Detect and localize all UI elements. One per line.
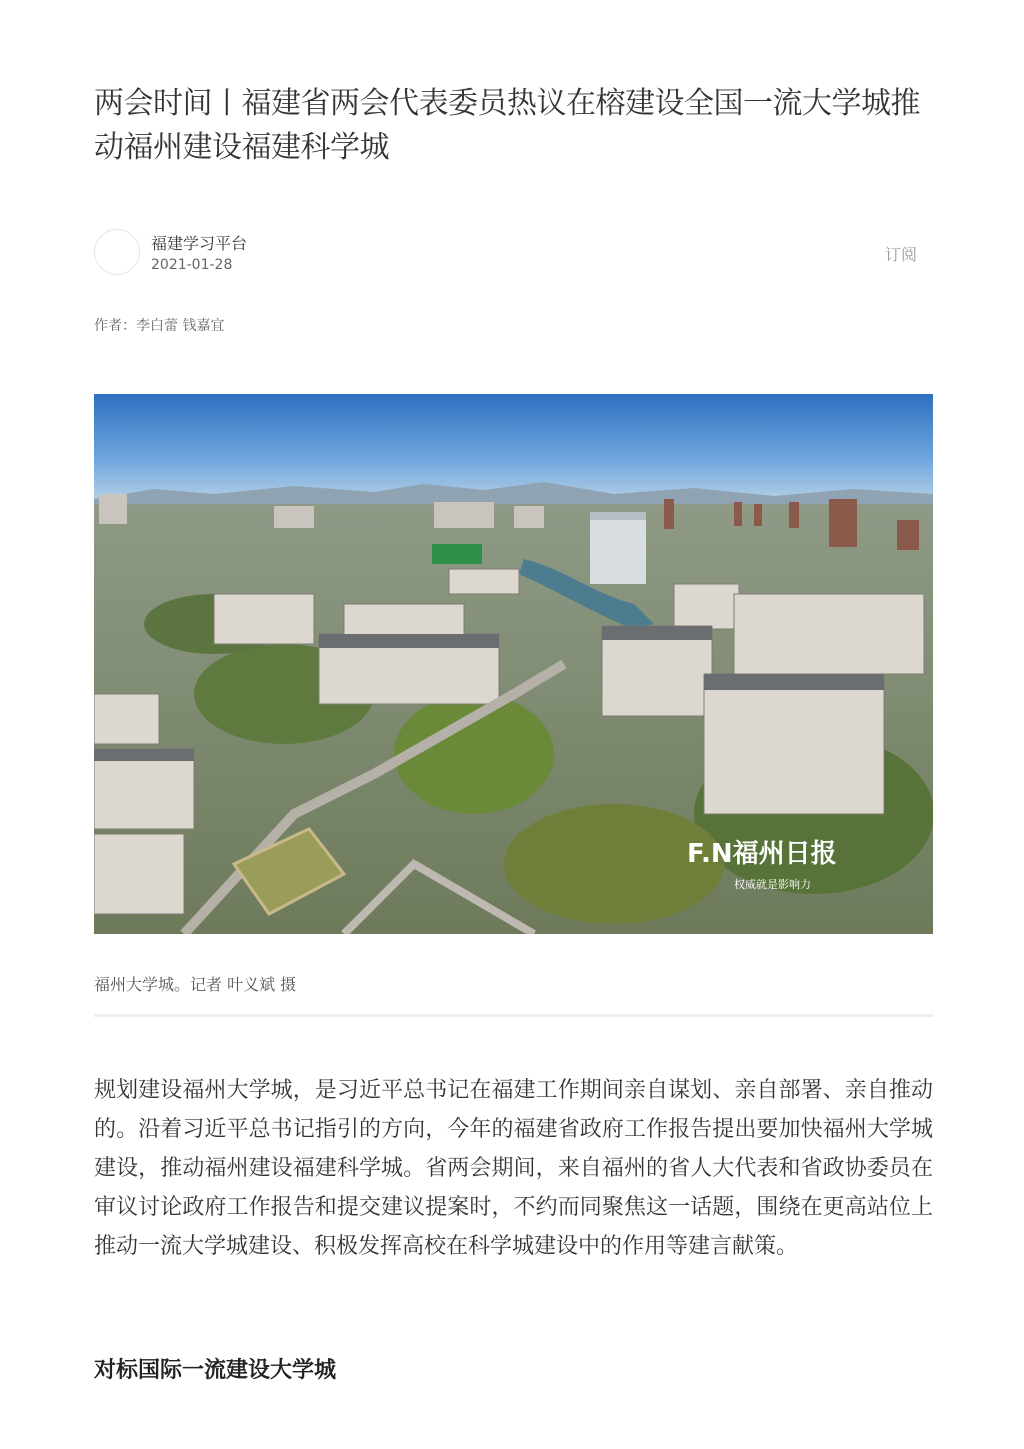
watermark-logo: F.N福州日报 bbox=[687, 839, 837, 869]
publish-date: 2021-01-28 bbox=[151, 257, 233, 273]
article-photo bbox=[94, 394, 933, 934]
watermark-slogan: 权威就是影响力 bbox=[734, 878, 811, 891]
divider bbox=[94, 1014, 933, 1017]
subscribe-button[interactable]: 订阅 bbox=[884, 245, 917, 264]
photo-caption: 福州大学城。记者 叶义斌 摄 bbox=[94, 975, 297, 994]
article-title: 两会时间丨福建省两会代表委员热议在榕建设全国一流大学城推动福州建设福建科学城 bbox=[94, 86, 920, 165]
author-row bbox=[94, 229, 933, 277]
section-heading: 对标国际一流建设大学城 bbox=[94, 1358, 337, 1383]
byline: 作者：李白蕾 钱嘉宜 bbox=[94, 318, 225, 334]
account-name[interactable]: 福建学习平台 bbox=[151, 234, 248, 253]
avatar[interactable] bbox=[94, 229, 140, 275]
article-paragraph: 规划建设福州大学城，是习近平总书记在福建工作期间亲自谋划、亲自部署、亲自推动的。沿着习近平总书记指引的方向，今年的福建省政府工作报告提出要加快福州大学城建设，推动福州建设福建科学城。省两会期间，来自福州的省人大代表和省政协委员在审议讨论政府工作报告和提交建议提案时，不约而同聚焦这一话题，围绕在更高站位上推动一流大学城建设、积极发挥高校在科学城建设中的作用等建言献策。 bbox=[94, 1078, 933, 1259]
